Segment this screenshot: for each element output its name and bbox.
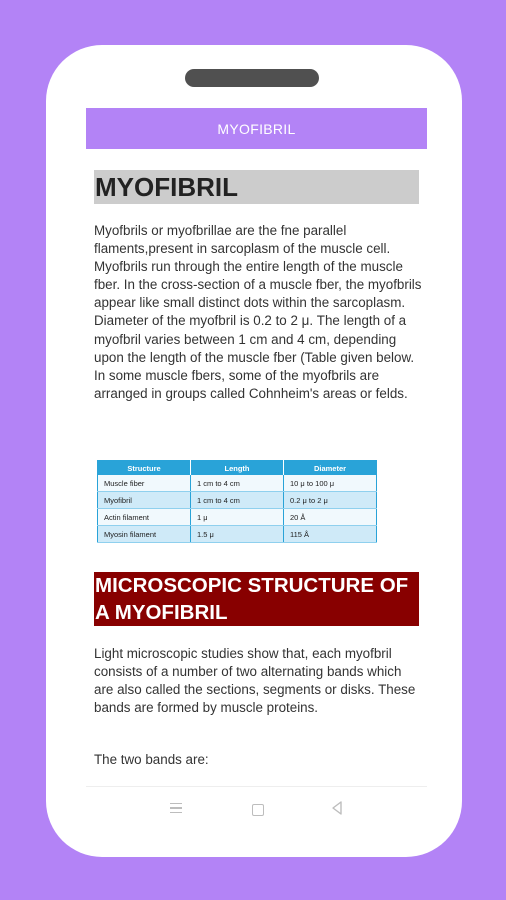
table-cell: 20 Å: [284, 509, 377, 526]
intro-paragraph: Myofbrils or myofbrillae are the fne parallel flaments,present in sarcoplasm of the muscle cell. Myofbrils run through the entire length of the muscle fber. In the cross-section of a muscle fber, the myofbrils appear like small distinct dots within the sarcoplasm. Diameter of the myofbril is 0.2 to 2 μ. The length of a myofbril varies between 1 cm and 4 cm, depending upon the length of the muscle fber (Table given below. In some muscle fbers, some of the myofbrils are arranged in groups called Cohnheim's areas or felds.: [94, 223, 422, 401]
table-header-cell: Structure: [98, 461, 191, 476]
table-cell: 1 μ: [191, 509, 284, 526]
menu-icon[interactable]: [170, 803, 182, 816]
table-header-cell: Diameter: [284, 461, 377, 476]
system-nav-bar: [86, 786, 427, 833]
table-cell: Actin filament: [98, 509, 191, 526]
table-cell: Muscle fiber: [98, 475, 191, 492]
table-cell: Myosin filament: [98, 526, 191, 543]
table-row: [98, 475, 377, 492]
section-heading: MICROSCOPIC STRUCTURE OF A MYOFIBRIL: [94, 572, 419, 626]
table-header-cell: Length: [191, 461, 284, 476]
table-row: [98, 526, 377, 543]
phone-speaker: [185, 69, 319, 87]
app-bar: [86, 108, 427, 149]
bands-intro: The two bands are:: [94, 752, 209, 767]
table-header-row: [98, 461, 377, 476]
table-cell: 1 cm to 4 cm: [191, 475, 284, 492]
table-row: [98, 492, 377, 509]
article-content[interactable]: [86, 149, 427, 785]
table-cell: 1.5 μ: [191, 526, 284, 543]
table-cell: Myofibril: [98, 492, 191, 509]
table-cell: 0.2 μ to 2 μ: [284, 492, 377, 509]
table-row: [98, 509, 377, 526]
square-icon[interactable]: [252, 804, 264, 816]
table-cell: 115 Å: [284, 526, 377, 543]
back-triangle-icon[interactable]: [331, 801, 343, 820]
table-cell: 10 μ to 100 μ: [284, 475, 377, 492]
table-cell: 1 cm to 4 cm: [191, 492, 284, 509]
app-bar-title: MYOFIBRIL: [217, 120, 296, 137]
dimensions-table: [97, 460, 377, 543]
section-paragraph: Light microscopic studies show that, each myofbril consists of a number of two alternating bands which are also called the sections, segments or disks. These bands are formed by muscle proteins.: [94, 646, 416, 716]
article-heading: MYOFIBRIL: [94, 170, 419, 204]
